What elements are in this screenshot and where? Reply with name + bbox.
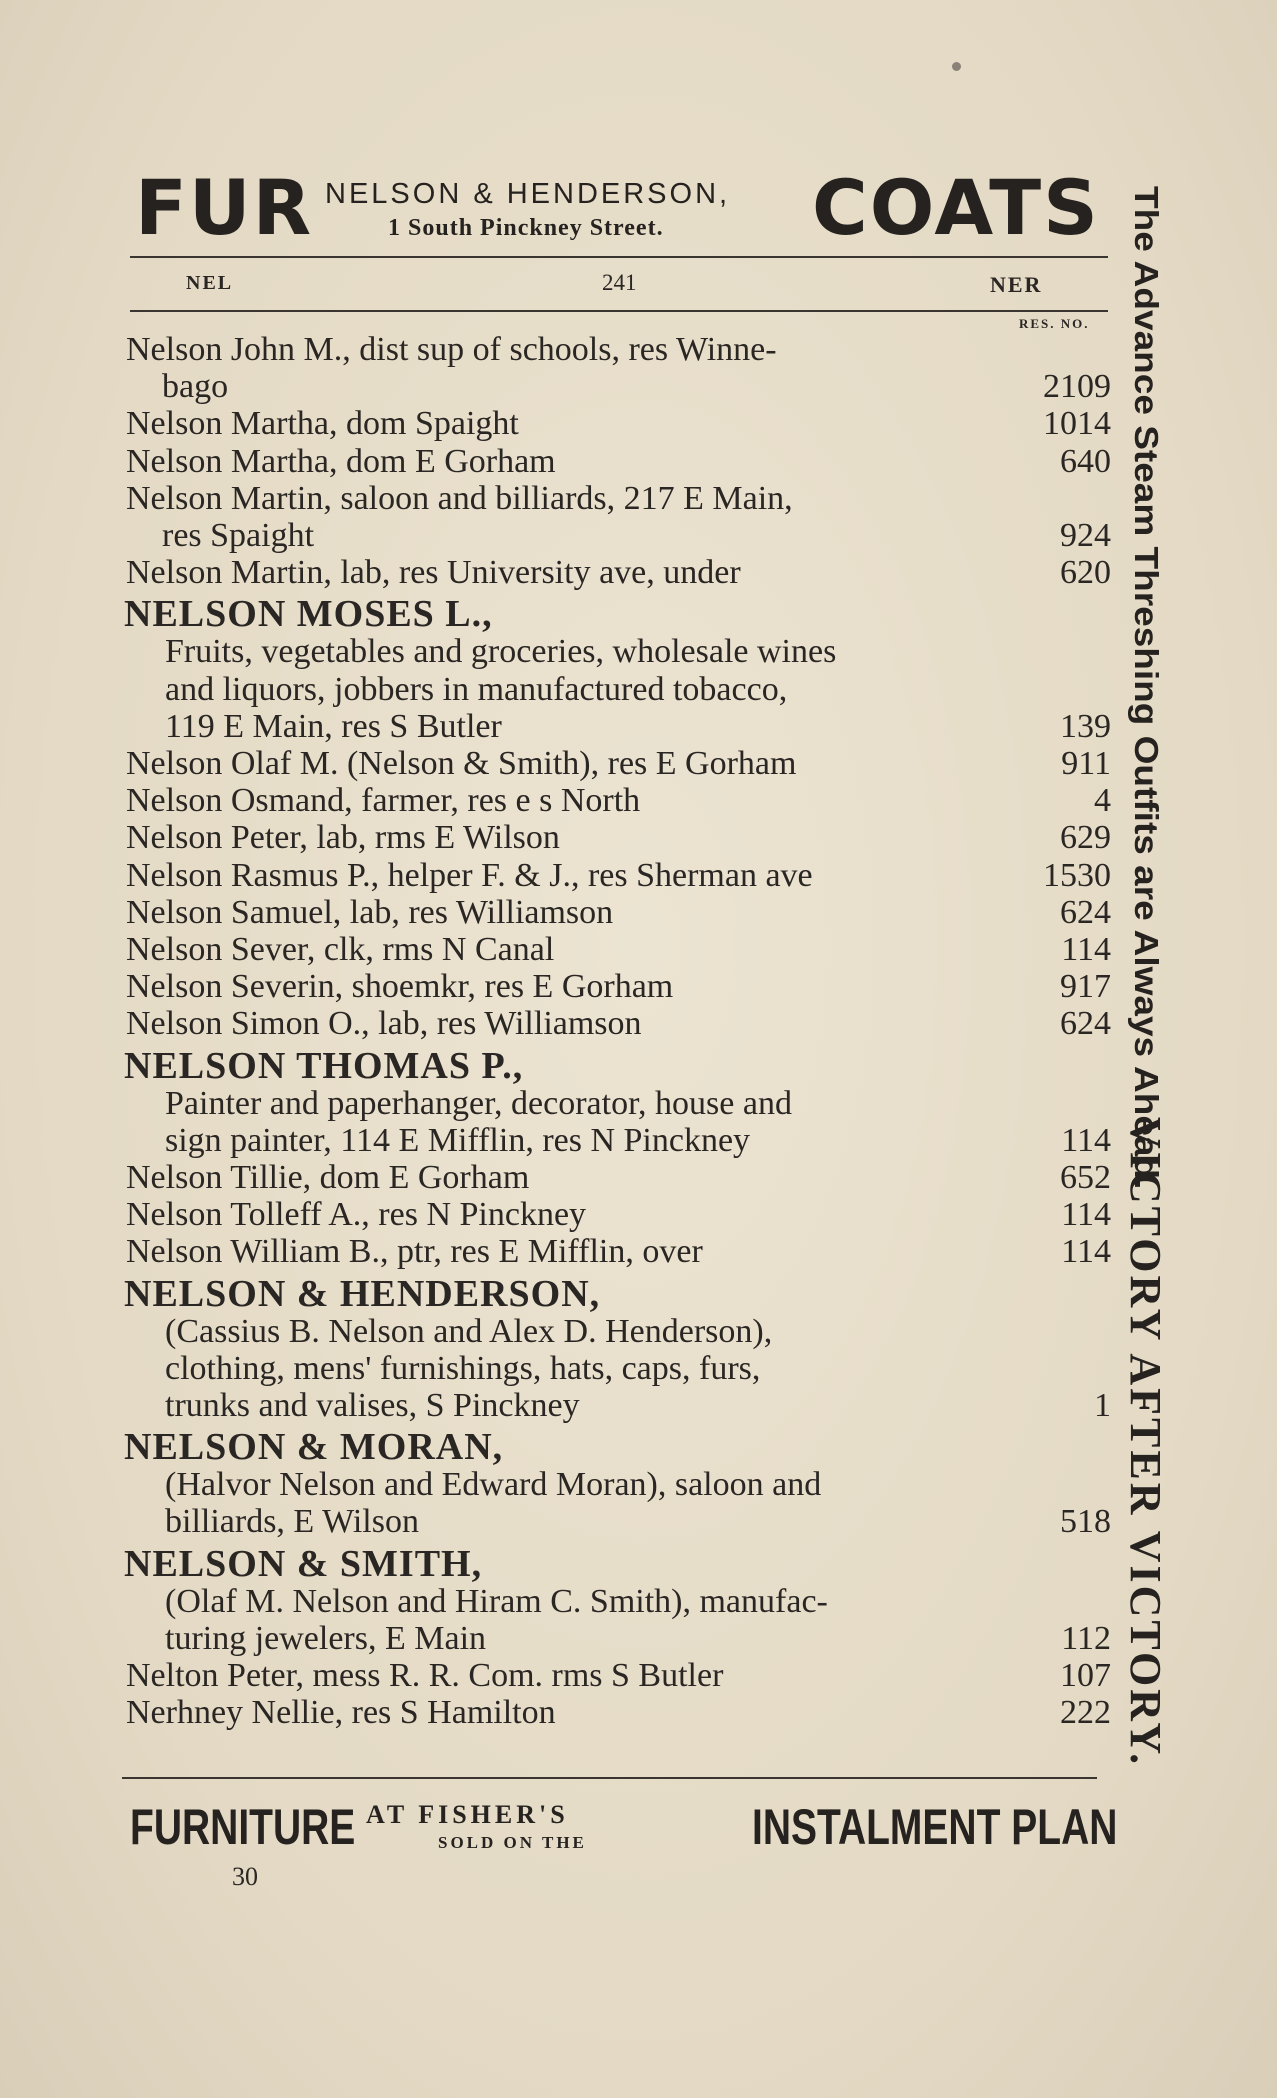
- header-rule-top: [130, 256, 1108, 258]
- residence-number: 2109: [1043, 368, 1111, 406]
- residence-number: 640: [1060, 442, 1111, 480]
- entry-text: billiards, E Wilson: [165, 1503, 419, 1541]
- listing-line: [126, 895, 1111, 931]
- listing-line: [126, 858, 1111, 894]
- advert-top-right-word: COATS: [812, 163, 1100, 252]
- entry-text: (Cassius B. Nelson and Alex D. Henderson),: [165, 1312, 773, 1350]
- entry-text: Nelson Samuel, lab, res Williamson: [126, 893, 614, 931]
- entry-text: turing jewelers, E Main: [165, 1619, 487, 1657]
- residence-number: 624: [1060, 1005, 1111, 1043]
- listing-line: [126, 1160, 1111, 1196]
- listing-line: [126, 406, 1111, 442]
- page-number: 30: [232, 1862, 258, 1891]
- entry-text: (Olaf M. Nelson and Hiram C. Smith), manufac-: [165, 1582, 828, 1620]
- residence-number: 1530: [1043, 856, 1111, 894]
- listing-line: [165, 1584, 1111, 1620]
- listing-line: [126, 332, 1111, 368]
- residence-number: 620: [1060, 554, 1111, 592]
- listing-line: [165, 1314, 1111, 1350]
- listing-line: [165, 672, 1111, 708]
- entry-text: Nelson Martin, lab, res University ave, under: [126, 554, 741, 592]
- running-head-page: 241: [602, 270, 637, 295]
- entry-text: bago: [162, 368, 229, 406]
- listing-line: [126, 444, 1111, 480]
- entry-text: Nelson Martha, dom Spaight: [126, 405, 519, 443]
- listing-line: [126, 932, 1111, 968]
- listing-line: [165, 1504, 1111, 1540]
- entry-text: Nelson Peter, lab, rms E Wilson: [126, 819, 560, 857]
- listing-line: [165, 1388, 1111, 1424]
- entry-text: Nelson William B., ptr, res E Mifflin, over: [126, 1233, 703, 1271]
- side-advert-victory: VICTORY AFTER VICTORY.: [1121, 1117, 1170, 1768]
- entry-text: Nelton Peter, mess R. R. Com. rms S Butler: [126, 1657, 724, 1694]
- residence-number: 911: [1061, 745, 1111, 782]
- residence-number: 4: [1094, 782, 1111, 820]
- header-rule-bottom: [130, 310, 1108, 312]
- side-advert-threshing: The Advance Steam Threshing Outfits are Always Ahead.: [1127, 186, 1165, 1190]
- residence-number: 1014: [1043, 405, 1111, 443]
- entry-text: Nelson Rasmus P., helper F. & J., res Sherman ave: [126, 856, 813, 894]
- listing-line: [165, 1351, 1111, 1387]
- listing-line: [165, 634, 1111, 670]
- listing-line: [126, 481, 1111, 517]
- listing-line: [126, 1234, 1111, 1270]
- entry-text: 119 E Main, res S Butler: [165, 707, 502, 745]
- residence-number: 652: [1060, 1159, 1111, 1196]
- bold-entry-heading: NELSON & SMITH,: [124, 1542, 483, 1585]
- footer-rule: [122, 1777, 1097, 1779]
- residence-number: 924: [1060, 517, 1111, 554]
- entry-text: clothing, mens' furnishings, hats, caps, furs,: [165, 1349, 761, 1387]
- residence-number: 624: [1060, 893, 1111, 931]
- listing-line: [162, 518, 1111, 554]
- advert-bottom-middle-bottom: SOLD ON THE: [438, 1833, 587, 1852]
- residence-number: 222: [1060, 1694, 1111, 1732]
- residence-number: 114: [1061, 1121, 1111, 1159]
- advert-bottom-middle-top: AT FISHER'S: [366, 1800, 569, 1829]
- advert-bottom-right: INSTALMENT PLAN: [752, 1799, 1118, 1855]
- residence-number: 114: [1061, 1196, 1111, 1234]
- entry-text: Painter and paperhanger, decorator, house and: [165, 1084, 792, 1122]
- listing-line: [126, 820, 1111, 856]
- listing-line: [165, 1086, 1111, 1122]
- listing-line: [165, 709, 1111, 745]
- paper-speck: [952, 62, 961, 71]
- listing-line: [126, 555, 1111, 591]
- entry-text: Nelson Simon O., lab, res Williamson: [126, 1005, 642, 1043]
- bold-entry-heading: NELSON MOSES L.,: [124, 593, 493, 636]
- entry-text: and liquors, jobbers in manufactured tobacco,: [165, 670, 788, 708]
- listing-line: [165, 1467, 1111, 1503]
- residence-number: 917: [1060, 968, 1111, 1006]
- bold-entry-heading: NELSON & HENDERSON,: [124, 1272, 601, 1315]
- residence-number: 518: [1060, 1503, 1111, 1541]
- listing-line: [126, 783, 1111, 819]
- entry-text: Nelson Tillie, dom E Gorham: [126, 1159, 530, 1196]
- residence-number: 114: [1061, 931, 1111, 968]
- advert-top-left-word: FUR: [135, 163, 314, 252]
- advert-bottom-left: FURNITURE: [130, 1799, 356, 1855]
- listing-line: [126, 1006, 1111, 1042]
- running-head-left: NEL: [186, 272, 234, 294]
- listing-line: [126, 969, 1111, 1005]
- running-head-right: NER: [990, 272, 1043, 297]
- listing-line: [165, 1123, 1111, 1159]
- entry-text: Nelson Severin, shoemkr, res E Gorham: [126, 968, 674, 1006]
- entry-text: Fruits, vegetables and groceries, wholesale wines: [165, 633, 837, 671]
- residence-number: 107: [1060, 1657, 1111, 1694]
- entry-text: Nelson Martha, dom E Gorham: [126, 442, 556, 480]
- advert-top-address: 1 South Pinckney Street.: [388, 215, 664, 241]
- entry-text: Nelson Tolleff A., res N Pinckney: [126, 1196, 587, 1234]
- listing-line: [165, 1621, 1111, 1657]
- residence-number: 114: [1061, 1233, 1111, 1271]
- entry-text: sign painter, 114 E Mifflin, res N Pinckney: [165, 1121, 751, 1159]
- bold-entry-heading: NELSON THOMAS P.,: [124, 1044, 524, 1087]
- listing-line: [162, 369, 1111, 405]
- entry-text: trunks and valises, S Pinckney: [165, 1387, 580, 1424]
- residence-number: 139: [1060, 707, 1111, 745]
- entry-text: Nelson Osmand, farmer, res e s North: [126, 782, 641, 820]
- listing-line: [126, 746, 1111, 782]
- entry-text: Nelson John M., dist sup of schools, res Winne-: [126, 331, 777, 368]
- listing-line: [126, 1695, 1111, 1731]
- bold-entry-heading: NELSON & MORAN,: [124, 1426, 504, 1469]
- entry-text: Nelson Martin, saloon and billiards, 217 E Main,: [126, 479, 793, 517]
- entry-text: (Halvor Nelson and Edward Moran), saloon and: [165, 1466, 822, 1504]
- listing-line: [126, 1197, 1111, 1233]
- entry-text: Nelson Sever, clk, rms N Canal: [126, 931, 555, 968]
- advert-top-firm: NELSON & HENDERSON,: [325, 178, 731, 210]
- entry-text: Nelson Olaf M. (Nelson & Smith), res E Gorham: [126, 745, 797, 782]
- res-no-label: RES. NO.: [1019, 316, 1090, 331]
- residence-number: 1: [1094, 1387, 1111, 1424]
- entry-text: Nerhney Nellie, res S Hamilton: [126, 1694, 556, 1732]
- entry-text: res Spaight: [162, 517, 315, 554]
- listing-line: [126, 1658, 1111, 1694]
- residence-number: 629: [1060, 819, 1111, 857]
- residence-number: 112: [1061, 1619, 1111, 1657]
